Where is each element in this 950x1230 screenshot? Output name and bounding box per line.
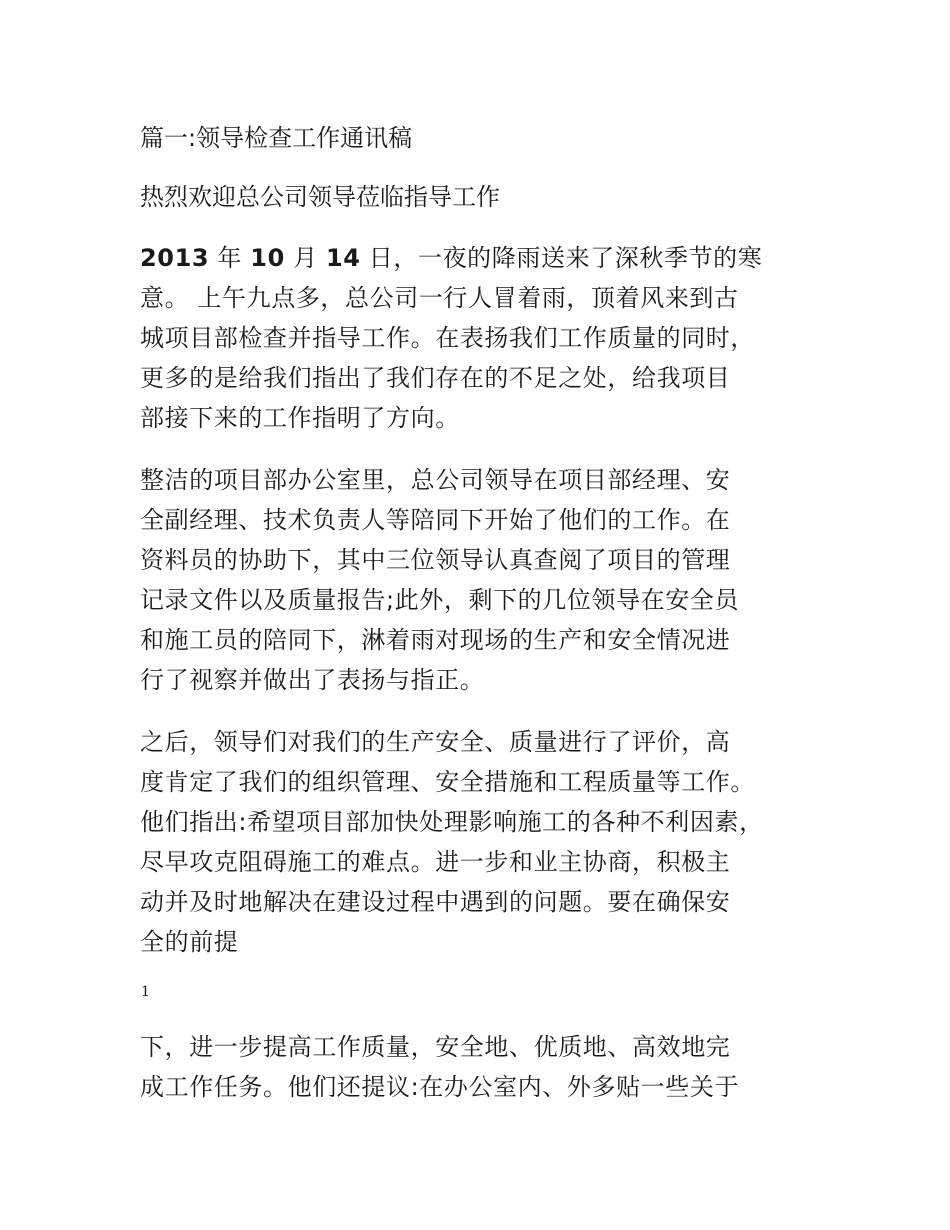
paragraph-1-line-4: 更多的是给我们指出了我们存在的不足之处，给我项目 <box>140 364 731 392</box>
paragraph-1 <box>140 238 762 438</box>
paragraph-3-line-2: 度肯定了我们的组织管理、安全措施和工程质量等工作。 <box>140 768 755 796</box>
paragraph-1-line-2: 意。 上午九点多，总公司一行人冒着雨，顶着风来到古 <box>140 284 739 312</box>
paragraph-1-line-1 <box>140 238 762 278</box>
paragraph-2-line-6: 行了视察并做出了表扬与指正。 <box>140 666 485 694</box>
paragraph-2 <box>140 460 739 700</box>
paragraph-3 <box>140 722 764 962</box>
date-day: 14 <box>325 244 361 272</box>
paragraph-2-line-1: 整洁的项目部办公室里，总公司领导在项目部经理、安 <box>140 466 731 494</box>
paragraph-3-line-4: 尽早攻克阻碍施工的难点。进一步和业主协商，积极主 <box>140 848 731 876</box>
paragraph-2-line-3: 资料员的协助下，其中三位领导认真查阅了项目的管理 <box>140 546 731 574</box>
paragraph-4-line-1: 下，进一步提高工作质量，安全地、优质地、高效地完 <box>140 1033 731 1061</box>
paragraph-1-line-1-rest: 日，一夜的降雨送来了深秋季节的寒 <box>360 244 763 272</box>
date-year: 2013 <box>140 244 210 272</box>
headline: 热烈欢迎总公司领导莅临指导工作 <box>140 183 500 211</box>
page-number: 1 <box>141 984 150 1000</box>
section-title: 篇一:领导检查工作通讯稿 <box>140 124 413 152</box>
paragraph-4 <box>140 1027 739 1107</box>
date-year-char: 年 <box>209 244 251 272</box>
paragraph-1-line-3: 城项目部检查并指导工作。在表扬我们工作质量的同时， <box>140 324 755 352</box>
paragraph-3-line-3: 他们指出:希望项目部加快处理影响施工的各种不利因素， <box>140 808 764 836</box>
paragraph-3-line-6: 全的前提 <box>140 928 239 956</box>
paragraph-1-line-5: 部接下来的工作指明了方向。 <box>140 404 460 432</box>
paragraph-4-line-2: 成工作任务。他们还提议:在办公室内、外多贴一些关于 <box>140 1073 740 1101</box>
paragraph-2-line-5: 和施工员的陪同下，淋着雨对现场的生产和安全情况进 <box>140 626 731 654</box>
paragraph-3-line-1: 之后，领导们对我们的生产安全、质量进行了评价，高 <box>140 728 731 756</box>
paragraph-2-line-2: 全副经理、技术负责人等陪同下开始了他们的工作。在 <box>140 506 731 534</box>
date-month: 10 <box>250 244 285 272</box>
paragraph-3-line-5: 动并及时地解决在建设过程中遇到的问题。要在确保安 <box>140 888 731 916</box>
date-month-char: 月 <box>284 244 326 272</box>
paragraph-2-line-4: 记录文件以及质量报告;此外，剩下的几位领导在安全员 <box>140 586 740 614</box>
